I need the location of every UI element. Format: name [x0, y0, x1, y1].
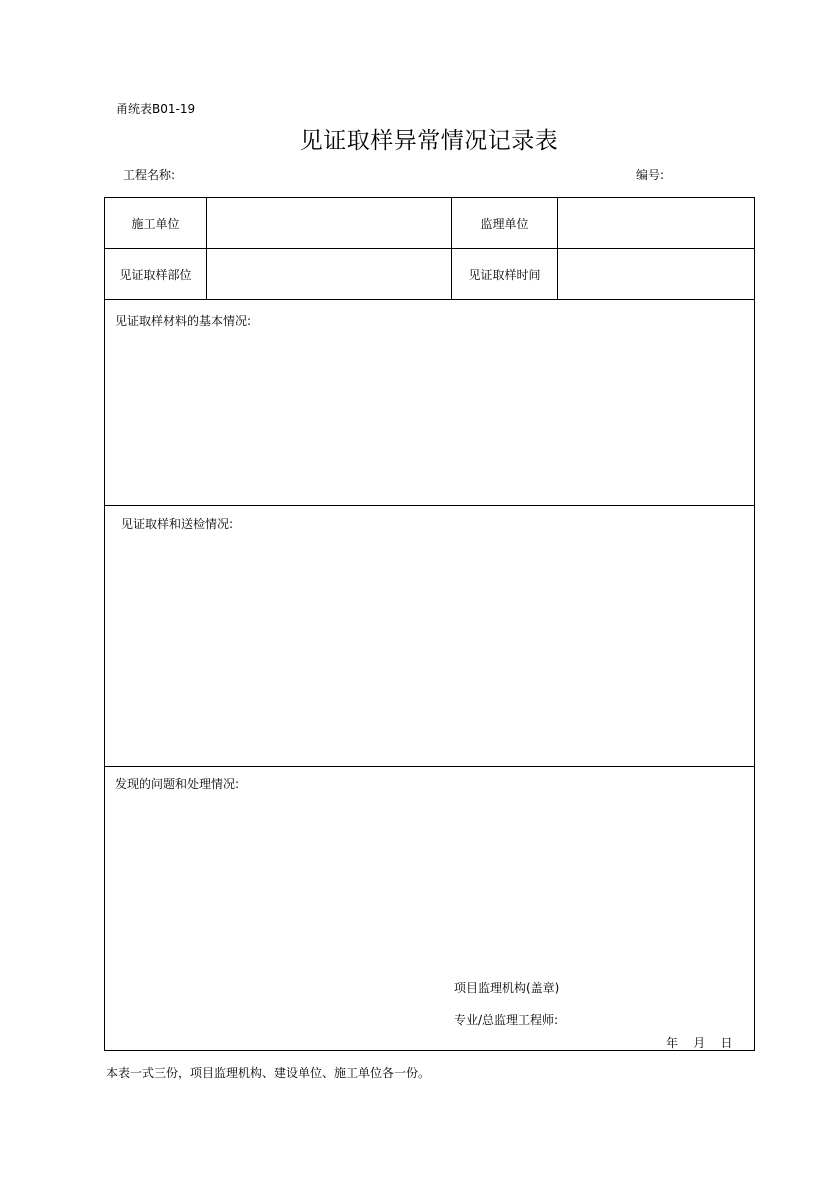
- row-divider: [105, 766, 754, 767]
- row-divider: [105, 505, 754, 506]
- engineer-signature-label: 专业/总监理工程师:: [454, 1013, 559, 1027]
- form-code: 甬统表B01-19: [116, 102, 196, 116]
- date-label: 年 月 日: [666, 1036, 733, 1050]
- construction-unit-label: 施工单位: [131, 216, 180, 231]
- sampling-location-value[interactable]: [207, 249, 451, 299]
- sampling-location-label: 见证取样部位: [119, 267, 192, 282]
- sampling-time-label: 见证取样时间: [468, 267, 541, 282]
- supervision-unit-label: 监理单位: [480, 216, 529, 231]
- row-divider: [105, 299, 754, 300]
- footnote: 本表一式三份，项目监理机构、建设单位、施工单位各一份。: [106, 1066, 431, 1080]
- supervision-unit-value[interactable]: [558, 198, 754, 248]
- org-seal-label: 项目监理机构(盖章): [454, 981, 560, 995]
- material-basic-info-label: 见证取样材料的基本情况:: [115, 314, 252, 328]
- record-table: [104, 197, 755, 1051]
- construction-unit-value[interactable]: [207, 198, 451, 248]
- serial-number-label: 编号:: [636, 168, 665, 182]
- sampling-and-delivery-label: 见证取样和送检情况:: [121, 517, 234, 531]
- problems-and-handling-label: 发现的问题和处理情况:: [115, 777, 240, 791]
- sampling-time-value[interactable]: [558, 249, 754, 299]
- page-title: 见证取样异常情况记录表: [299, 128, 559, 154]
- project-name-label: 工程名称:: [123, 168, 176, 182]
